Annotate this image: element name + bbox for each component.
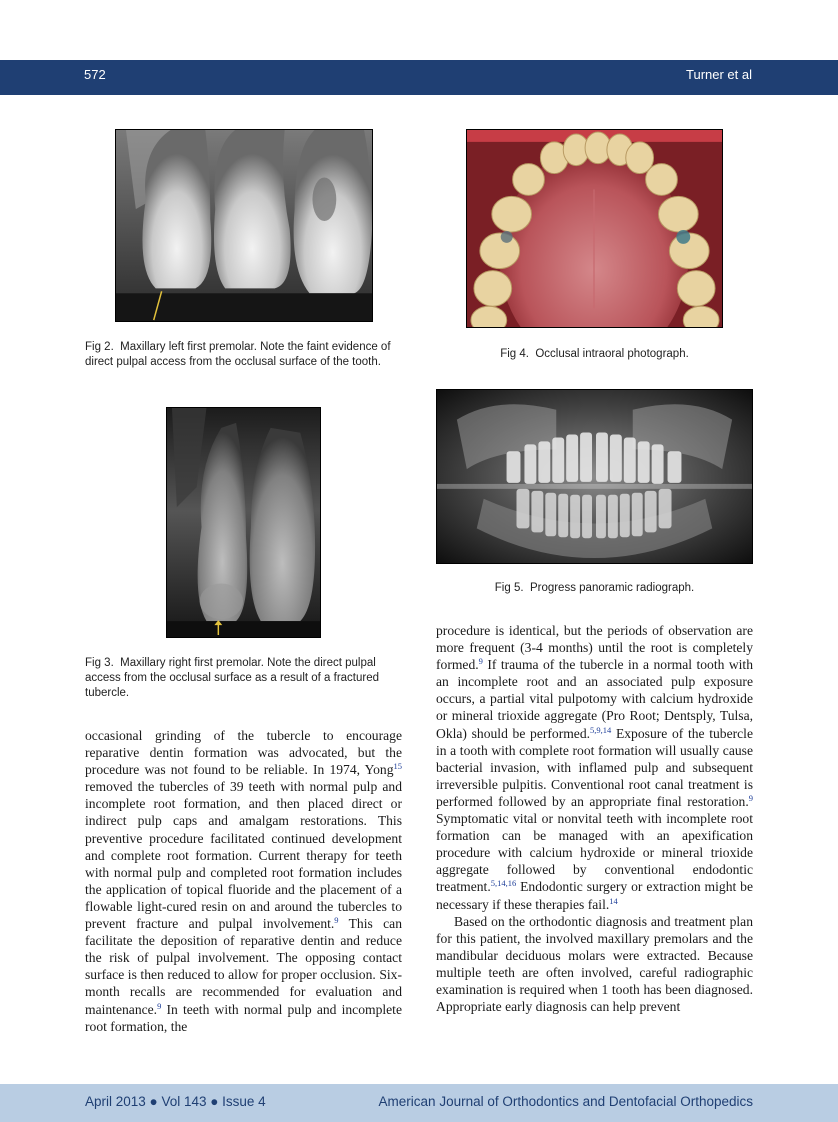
text-run: If trauma of the tubercle in a normal tooth with an incomplete root and an associated pulp exposure occurs, a partial vital pulpotomy with calcium hydroxide or mineral trioxide aggregate (Pro Root; Dentsply, Tulsa, Okla) should be performed. (436, 657, 753, 741)
citation[interactable]: 9 (478, 656, 483, 667)
text-run: occasional grinding of the tubercle to encourage reparative dentin formation was advocated, but the procedure was not found to be reliable. In 1974, Yong (85, 728, 402, 778)
journal-footer (0, 1084, 838, 1122)
figure-5-caption (436, 581, 753, 596)
citation[interactable]: 14 (609, 895, 618, 906)
figure-5-caption-text: Progress panoramic radiograph. (529, 582, 695, 594)
figure-2-label: Fig 2. (85, 341, 114, 353)
citation[interactable]: 15 (393, 761, 402, 772)
text-run: This can facilitate the deposition of reparative dentin and reduce the risk of pulpal involvement. The opposing contact surface is then reduced to allow for proper occlusion. Six-month recalls are recommended for evaluation and maintenance. (85, 916, 402, 1017)
journal-name: American Journal of Orthodontics and Dentofacial Orthopedics (378, 1094, 753, 1109)
figure-2-caption (85, 340, 403, 370)
figure-4-photograph (466, 129, 723, 328)
citation[interactable]: 5,9,14 (590, 724, 612, 735)
figure-2-radiograph (115, 129, 373, 322)
citation[interactable]: 9 (157, 1000, 162, 1011)
text-run: Endodontic surgery or extraction might be necessary if these therapies fail. (436, 879, 753, 912)
left-column-text (85, 727, 402, 1035)
running-head-authors: Turner et al (686, 67, 752, 82)
citation[interactable]: 5,14,16 (490, 878, 517, 889)
text-run: procedure is identical, but the periods of observation are more frequent (3-4 months) until the root is completely formed. (436, 623, 753, 673)
right-paragraph-1 (436, 622, 753, 913)
figure-3-caption (85, 656, 403, 701)
text-run: In teeth with normal pulp and incomplete root formation, the (85, 1001, 402, 1034)
right-paragraph-2: Based on the orthodontic diagnosis and treatment plan for this patient, the involved maxillary premolars and the mandibular deciduous molars were extracted. Because multiple teeth are often involved, careful radiographic examination is required when 1 tooth has been diagnosed. Appropriate early diagnosis can help prevent (436, 913, 753, 1015)
figure-4-label: Fig 4. (500, 348, 529, 360)
figure-4-caption (436, 347, 753, 362)
text-run: Symptomatic vital or nonvital teeth with incomplete root formation can be managed with an apexification procedure with calcium hydroxide or mineral trioxide aggregate followed by conventional endodontic treatment. (436, 811, 753, 895)
citation[interactable]: 9 (748, 792, 753, 803)
left-paragraph (85, 727, 402, 1035)
figure-4-caption-text: Occlusal intraoral photograph. (535, 348, 689, 360)
figure-3-caption-text: Maxillary right first premolar. Note the direct pulpal access from the occlusal surface as a result of a fractured tubercle. (85, 657, 380, 699)
running-header (0, 60, 838, 95)
figure-3-radiograph (166, 407, 321, 638)
page-number: 572 (84, 67, 106, 82)
figure-5-panoramic-radiograph (436, 389, 753, 564)
figure-2-caption-text: Maxillary left first premolar. Note the faint evidence of direct pulpal access from the occlusal surface of the tooth. (85, 341, 391, 368)
citation[interactable]: 9 (334, 915, 339, 926)
text-run: Exposure of the tubercle in a tooth with complete root formation will usually cause bacterial invasion, with inflamed pulp and subsequent irreversible pulpitis. Conventional root canal treatment is performed followed by an appropriate final restoration. (436, 725, 753, 809)
figure-3-label: Fig 3. (85, 657, 114, 669)
figure-5-label: Fig 5. (494, 582, 524, 594)
right-column-text (436, 622, 753, 1015)
text-run: removed the tubercles of 39 teeth with normal pulp and incomplete root formation, and then placed direct or indirect pulp caps and amalgam restorations. This preventive procedure facilitated continued development and complete root formation. Current therapy for teeth with normal pulp and completed root formation includes the application of topical fluoride and the placement of a flowable light-cured resin on and around the tubercles to prevent fracture and pulpal involvement. (85, 779, 402, 932)
issue-info: April 2013 ● Vol 143 ● Issue 4 (85, 1094, 266, 1109)
